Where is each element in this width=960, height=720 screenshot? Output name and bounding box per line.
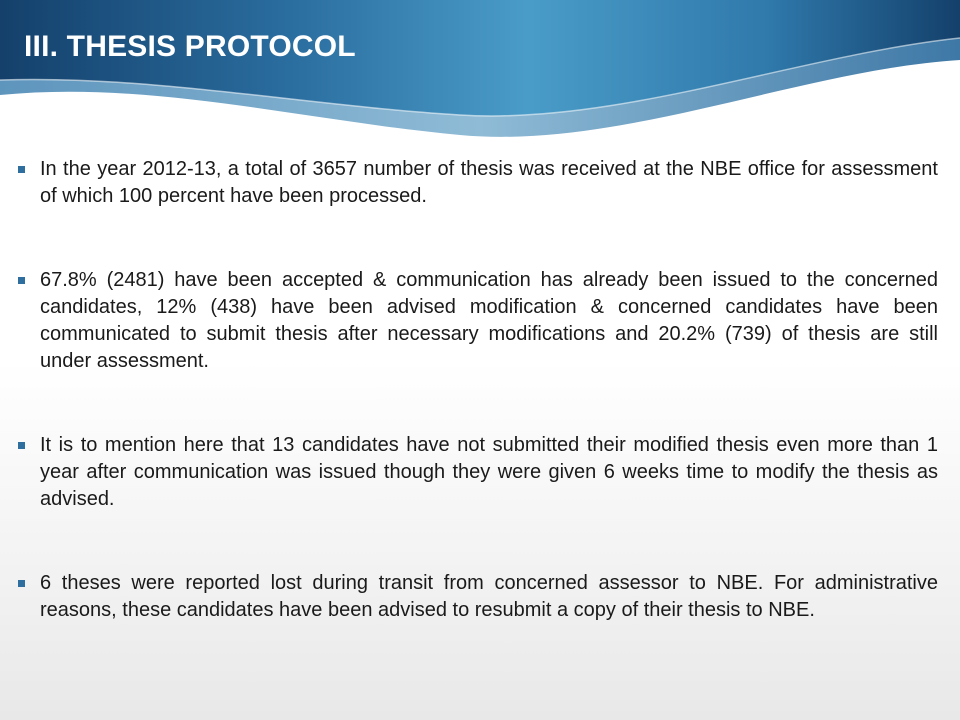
square-bullet-icon (18, 277, 25, 284)
slide-title: III. THESIS PROTOCOL (24, 30, 356, 63)
bullet-item (18, 267, 938, 375)
bullet-list (18, 156, 938, 624)
bullet-item (18, 570, 938, 624)
bullet-text: 67.8% (2481) have been accepted & communication has already been issued to the concerned candidates, 12% (438) have been advised modification & concerned candidates have been communicated to submit thesis after necessary modifications and 20.2% (739) of thesis are still under assessment. (40, 269, 938, 372)
bullet-item (18, 432, 938, 513)
square-bullet-icon (18, 580, 25, 587)
bullet-text: 6 theses were reported lost during transit from concerned assessor to NBE. For administrative reasons, these candidates have been advised to resubmit a copy of their thesis to NBE. (40, 572, 938, 621)
header-wave-banner (0, 0, 960, 150)
square-bullet-icon (18, 166, 25, 173)
bullet-item (18, 156, 938, 210)
bullet-text: It is to mention here that 13 candidates have not submitted their modified thesis even more than 1 year after communication was issued though they were given 6 weeks time to modify the thesis as advised. (40, 434, 938, 510)
bullet-text: In the year 2012-13, a total of 3657 number of thesis was received at the NBE office for assessment of which 100 percent have been processed. (40, 158, 938, 207)
square-bullet-icon (18, 442, 25, 449)
